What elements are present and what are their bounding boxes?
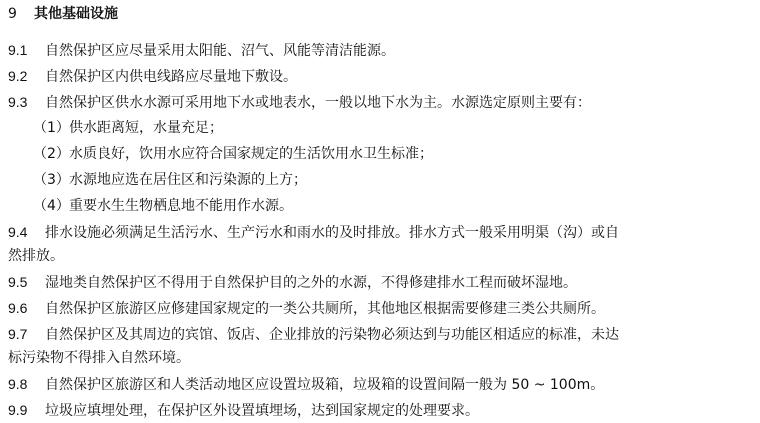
clause-text: 湿地类自然保护区不得用于自然保护目的之外的水源，不得修建排水工程而破坏湿地。 bbox=[45, 275, 577, 291]
clause-number: 9.7 bbox=[8, 326, 28, 342]
sub-item-text: 重要水生生物栖息地不能用作水源。 bbox=[69, 198, 293, 214]
sub-item-text: 供水距离短，水量充足； bbox=[69, 120, 223, 136]
clause-number: 9.5 bbox=[8, 274, 28, 290]
sub-item-text: 水源地应选在居住区和污染源的上方； bbox=[69, 172, 307, 188]
clause-9-9 bbox=[8, 398, 756, 423]
clause-text-line-2: 标污染物不得排入自然环境。 bbox=[8, 350, 190, 366]
clause-text: 自然保护区旅游区应修建国家规定的一类公共厕所，其他地区根据需要修建三类公共厕所。 bbox=[45, 301, 605, 317]
clause-text: 垃圾应填埋处理，在保护区外设置填埋场，达到国家规定的处理要求。 bbox=[45, 403, 479, 419]
clause-9-4 bbox=[8, 220, 756, 245]
clause-text: 自然保护区旅游区和人类活动地区应设置垃圾箱，垃圾箱的设置间隔一般为 50 ~ 100m。 bbox=[45, 377, 605, 393]
clause-number: 9.2 bbox=[8, 68, 28, 84]
clause-9-2 bbox=[8, 64, 756, 89]
clause-9-7-continued bbox=[8, 346, 756, 370]
section-heading bbox=[8, 5, 118, 23]
sub-item-1 bbox=[33, 116, 223, 140]
sub-item-number: （3） bbox=[33, 172, 70, 188]
clause-9-3 bbox=[8, 90, 756, 115]
clause-9-7 bbox=[8, 322, 756, 347]
section-title: 其他基础设施 bbox=[34, 6, 118, 22]
clause-number: 9.6 bbox=[8, 300, 28, 316]
clause-9-4-continued bbox=[8, 244, 756, 268]
clause-text-line-2: 然排放。 bbox=[8, 248, 64, 264]
clause-text: 自然保护区供水水源可采用地下水或地表水，一般以地下水为主。水源选定原则主要有： bbox=[45, 95, 591, 111]
sub-item-4 bbox=[33, 194, 293, 218]
clause-number: 9.8 bbox=[8, 376, 28, 392]
sub-item-number: （2） bbox=[33, 146, 70, 162]
clause-number: 9.1 bbox=[8, 42, 28, 58]
sub-item-2 bbox=[33, 142, 433, 166]
clause-9-8 bbox=[8, 372, 756, 397]
section-number: 9 bbox=[8, 6, 17, 22]
clause-text: 自然保护区应尽量采用太阳能、沼气、风能等清洁能源。 bbox=[45, 43, 395, 59]
clause-number: 9.4 bbox=[8, 224, 28, 240]
sub-item-3 bbox=[33, 168, 307, 192]
sub-item-text: 水质良好，饮用水应符合国家规定的生活饮用水卫生标准； bbox=[69, 146, 433, 162]
clause-text: 自然保护区内供电线路应尽量地下敷设。 bbox=[45, 69, 297, 85]
clause-number: 9.9 bbox=[8, 402, 28, 418]
clause-text-line-1: 自然保护区及其周边的宾馆、饭店、企业排放的污染物必须达到与功能区相适应的标准，未达 bbox=[45, 327, 619, 343]
clause-9-5 bbox=[8, 270, 756, 295]
sub-item-number: （1） bbox=[33, 120, 70, 136]
clause-9-6 bbox=[8, 296, 756, 321]
clause-text-line-1: 排水设施必须满足生活污水、生产污水和雨水的及时排放。排水方式一般采用明渠（沟）或自 bbox=[45, 225, 619, 241]
clause-9-1 bbox=[8, 38, 756, 63]
clause-number: 9.3 bbox=[8, 94, 28, 110]
sub-item-number: （4） bbox=[33, 198, 70, 214]
